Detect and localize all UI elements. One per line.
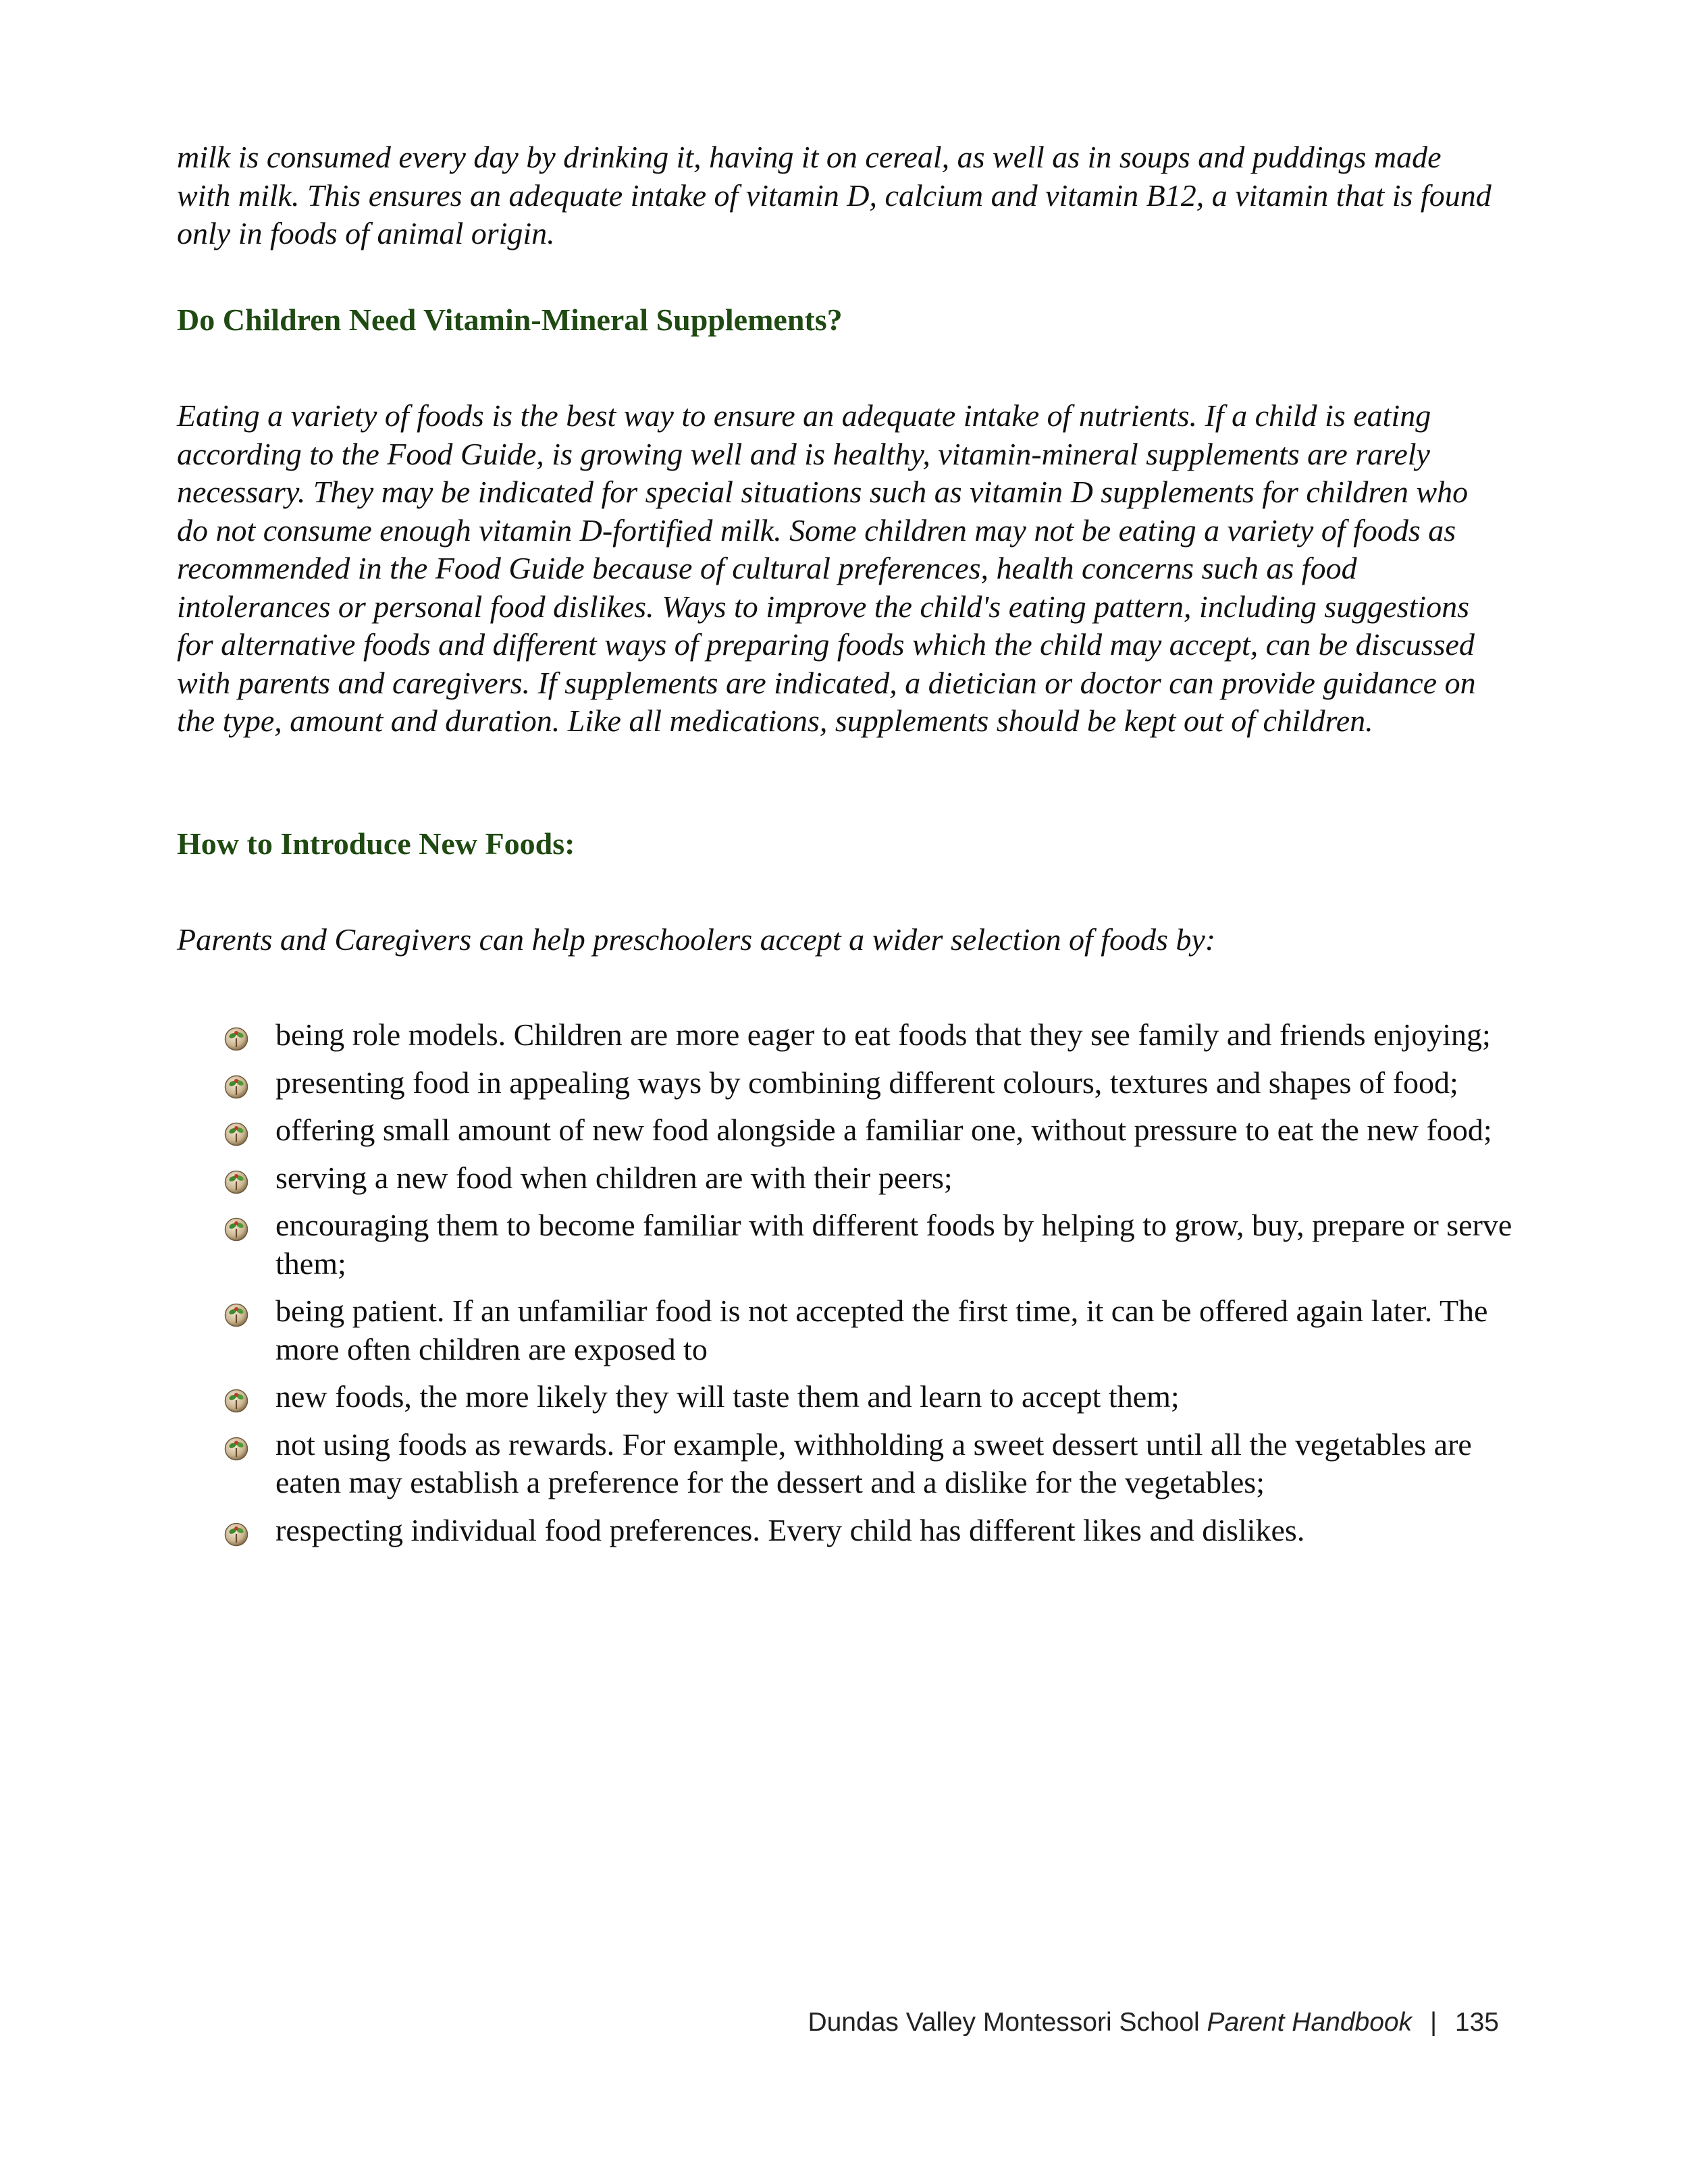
list-item: [177, 1378, 1514, 1416]
list-item: [177, 1064, 1514, 1102]
list-item: [177, 1016, 1514, 1055]
milk-paragraph: milk is consumed every day by drinking it, having it on cereal, as well as in soups and puddings made with milk. This ensures an adequate intake of vitamin D, calcium and vitamin B12, a vitamin that is found only in foods of animal origin.: [177, 140, 1492, 250]
plant-bullet-icon: [224, 1518, 248, 1542]
plant-bullet-icon: [224, 1298, 248, 1323]
plant-bullet-icon: [224, 1165, 248, 1190]
list-item: [177, 1426, 1514, 1502]
list-item-text: serving a new food when children are with their peers;: [275, 1160, 953, 1195]
list-item-text: not using foods as rewards. For example, withholding a sweet dessert until all the vegetables are eaten may establish a preference for the dessert and a dislike for the vegetables;: [275, 1427, 1472, 1499]
list-item: [177, 1512, 1514, 1550]
plant-bullet-icon: [224, 1432, 248, 1456]
list-item: [177, 1111, 1514, 1150]
page-number: 135: [1454, 2008, 1499, 2037]
footer-separator: |: [1429, 2008, 1438, 2037]
page-footer: [808, 2008, 1499, 2037]
footer-doc-title: Parent Handbook: [1207, 2008, 1413, 2037]
new-foods-intro: Parents and Caregivers can help preschoolers accept a wider selection of foods by:: [177, 922, 1216, 957]
new-foods-heading: How to Introduce New Foods:: [177, 826, 575, 861]
list-item-text: presenting food in appealing ways by combining different colours, textures and shapes of food;: [275, 1065, 1458, 1100]
list-item-text: being role models. Children are more eager to eat foods that they see family and friends enjoying;: [275, 1017, 1491, 1052]
plant-bullet-icon: [224, 1213, 248, 1237]
plant-bullet-icon: [224, 1022, 248, 1046]
list-item-text: new foods, the more likely they will taste them and learn to accept them;: [275, 1379, 1180, 1414]
new-foods-bullet-list: [177, 1016, 1514, 1559]
supplements-heading: Do Children Need Vitamin-Mineral Supplements?: [177, 302, 843, 337]
plant-bullet-icon: [224, 1117, 248, 1142]
supplements-paragraph: Eating a variety of foods is the best way to ensure an adequate intake of nutrients. If a child is eating according to the Food Guide, is growing well and is healthy, vitamin-mineral supplements are rarely necessary. They may be indicated for special situations such as vitamin D supplements for children who do not consume enough vitamin D-fortified milk. Some children may not be eating a variety of foods as recommended in the Food Guide because of cultural preferences, health concerns such as food intolerances or personal food dislikes. Ways to improve the child's eating pattern, including suggestions for alternative foods and different ways of preparing foods which the child may accept, can be discussed with parents and caregivers. If supplements are indicated, a dietician or doctor can provide guidance on the type, amount and duration. Like all medications, supplements should be kept out of children.: [177, 398, 1476, 738]
footer-school-name: Dundas Valley Montessori School: [808, 2008, 1200, 2037]
list-item-text: encouraging them to become familiar with different foods by helping to grow, buy, prepare or serve them;: [275, 1208, 1512, 1281]
list-item-text: respecting individual food preferences. Every child has different likes and dislikes.: [275, 1512, 1305, 1547]
list-item-text: being patient. If an unfamiliar food is not accepted the first time, it can be offered again later. The more often children are exposed to: [275, 1294, 1488, 1366]
plant-bullet-icon: [224, 1070, 248, 1094]
list-item: [177, 1206, 1514, 1283]
list-item-text: offering small amount of new food alongside a familiar one, without pressure to eat the new food;: [275, 1113, 1492, 1147]
list-item: [177, 1159, 1514, 1198]
plant-bullet-icon: [224, 1384, 248, 1408]
list-item: [177, 1292, 1514, 1368]
